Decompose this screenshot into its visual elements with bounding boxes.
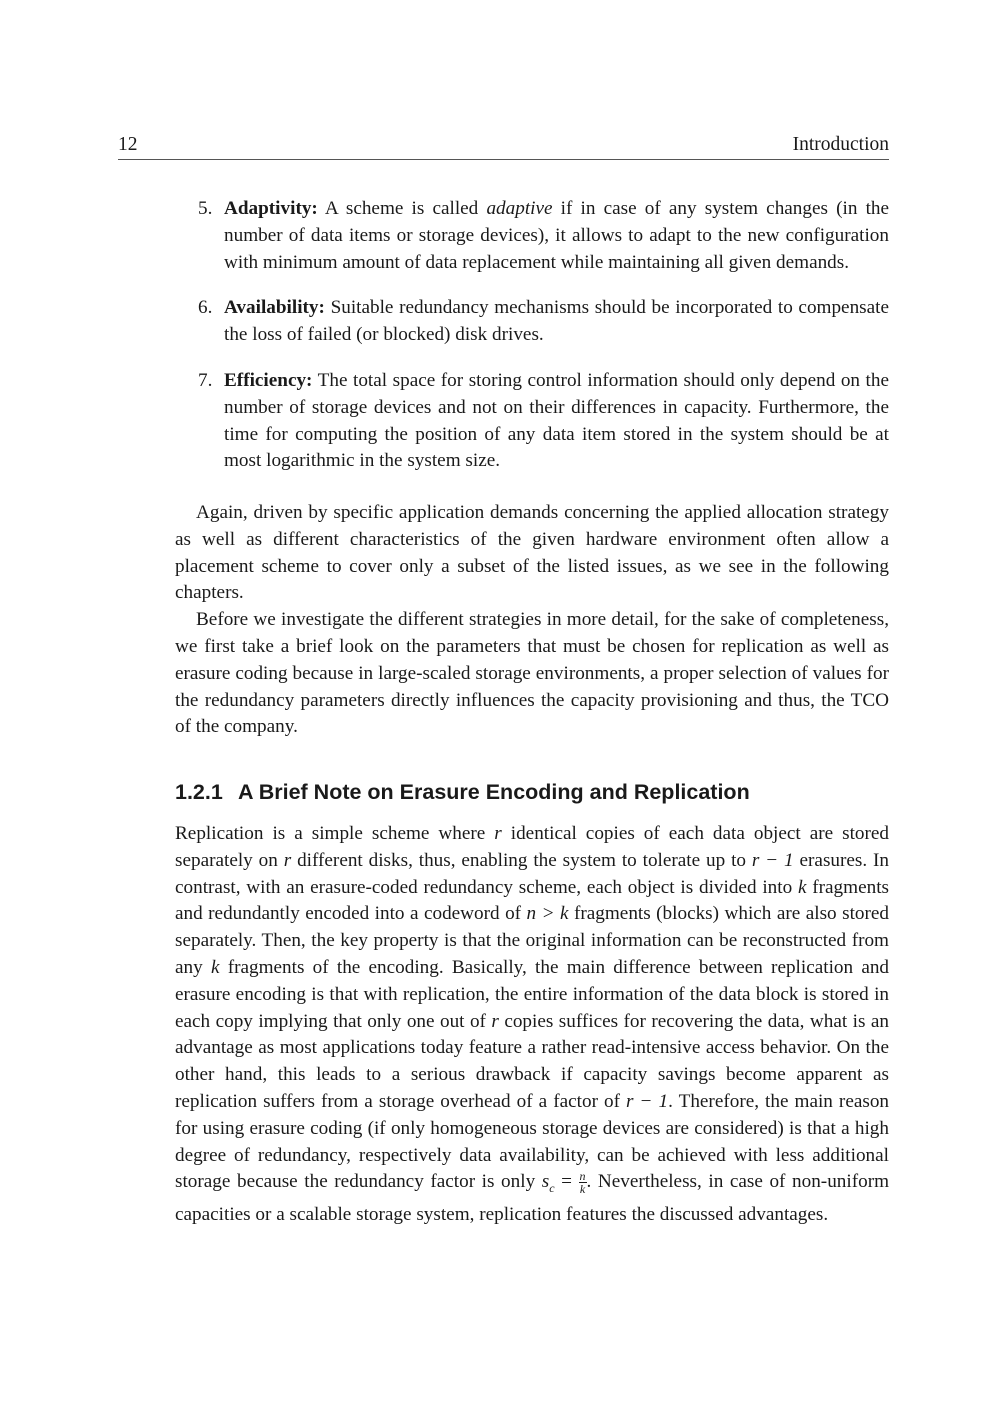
list-item-number: 6. — [198, 297, 213, 319]
list-item — [175, 295, 889, 349]
math-redundancy-factor — [541, 1168, 587, 1196]
list-item — [175, 196, 889, 276]
math-r-minus-1: r − 1 — [626, 1090, 669, 1112]
list-item-term: Efficiency: — [224, 369, 313, 391]
paragraph: Again, driven by specific application demands concerning the applied allocation strategy as well as different characteristics of the given hardware environment often allow a placement scheme to cover only a subset of the listed issues, as we see in the following chapters. — [175, 502, 889, 604]
math-fraction — [579, 1170, 587, 1195]
math-var-r: r — [491, 1010, 499, 1032]
text-run: copies suffices for recovering the data, what is an advantage as most applications today feature a rather read-intensive access behavior. On the other hand, this leads to a serious drawback if capacity savings become apparent as replication suffers from a storage overhead of a factor of — [175, 1010, 890, 1112]
text-run: . Therefore, the main reason for using erasure coding (if only homogeneous storage devices are considered) is that a high degree of redundancy, respectively data availability, can be achieved with less additional storage because the redundancy factor is only — [175, 1090, 890, 1193]
paragraph: Before we investigate the different strategies in more detail, for the sake of completeness, we first take a brief look on the parameters that must be chosen for replication as well as erasure coding because in large-scaled storage environments, a proper selection of values for the redundancy parameters directly influences the capacity provisioning and thus, the TCO of the company. — [175, 609, 889, 738]
list-item — [175, 368, 889, 475]
list-item-text: A scheme is called — [324, 198, 479, 219]
section-title: A Brief Note on Erasure Encoding and Replication — [238, 780, 750, 804]
math-equals: = — [554, 1171, 579, 1193]
list-item-number: 7. — [198, 369, 213, 391]
chapter-title: Introduction — [792, 134, 889, 155]
text-run: fragments (blocks) which are also stored separately. Then, the key property is that the original information can be reconstructed from any — [175, 903, 890, 978]
math-n-gt-k: n > k — [526, 903, 569, 925]
math-var-s: s — [541, 1171, 550, 1193]
list-item-term: Availability: — [224, 297, 325, 319]
page-number: 12 — [118, 134, 138, 155]
section-heading — [175, 778, 889, 806]
list-item-text: The total space for storing control information should only depend on the number of storage devices and not on their differences in capacity. Furthermore, the time for computing the position of any data item stored in the system should be at most logarithmic in the system size. — [224, 369, 889, 472]
fraction-denominator: k — [579, 1181, 586, 1196]
list-item-number: 5. — [198, 198, 213, 219]
paragraph — [175, 821, 889, 1229]
list-item-term: Adaptivity: — [224, 198, 318, 219]
text-run: erasures. In contrast, with an erasure-coded redundancy scheme, each object is divided into — [175, 849, 890, 898]
list-item-emphasis: adaptive — [486, 198, 553, 219]
math-r-minus-1: r − 1 — [751, 849, 794, 871]
math-var-k: k — [797, 876, 807, 898]
fraction-numerator: n — [579, 1168, 586, 1183]
body-text — [175, 500, 889, 741]
requirements-list — [175, 196, 889, 494]
text-run: identical copies of each data object are stored separately on — [175, 823, 890, 871]
math-var-r: r — [283, 849, 292, 871]
section-body — [175, 821, 889, 1229]
running-header — [118, 133, 889, 160]
list-item-text: Suitable redundancy mechanisms should be incorporated to compensate the loss of failed (or blocked) disk drives. — [224, 297, 889, 346]
math-var-r: r — [494, 823, 502, 844]
text-run: fragments of the encoding. Basically, the main difference between replication and erasure encoding is that with replication, the entire information of the data block is stored in each copy implying that only one out of — [175, 956, 890, 1032]
text-run: different disks, thus, enabling the system to tolerate up to — [297, 849, 747, 871]
list-item-text: if in case of any system changes (in the number of data items or storage devices), it allows to adapt to the new configuration with minimum amount of data replacement while maintaining all given demands. — [224, 198, 890, 273]
text-run: . Nevertheless, in case of non-uniform capacities or a scalable storage system, replication features the discussed advantages. — [175, 1171, 890, 1225]
math-subscript-c: c — [549, 1181, 555, 1196]
section-number: 1.2.1 — [175, 780, 223, 804]
text-run: Replication is a simple scheme where — [175, 823, 486, 844]
math-var-k: k — [210, 956, 220, 978]
text-run: fragments and redundantly encoded into a codeword of — [175, 876, 889, 925]
